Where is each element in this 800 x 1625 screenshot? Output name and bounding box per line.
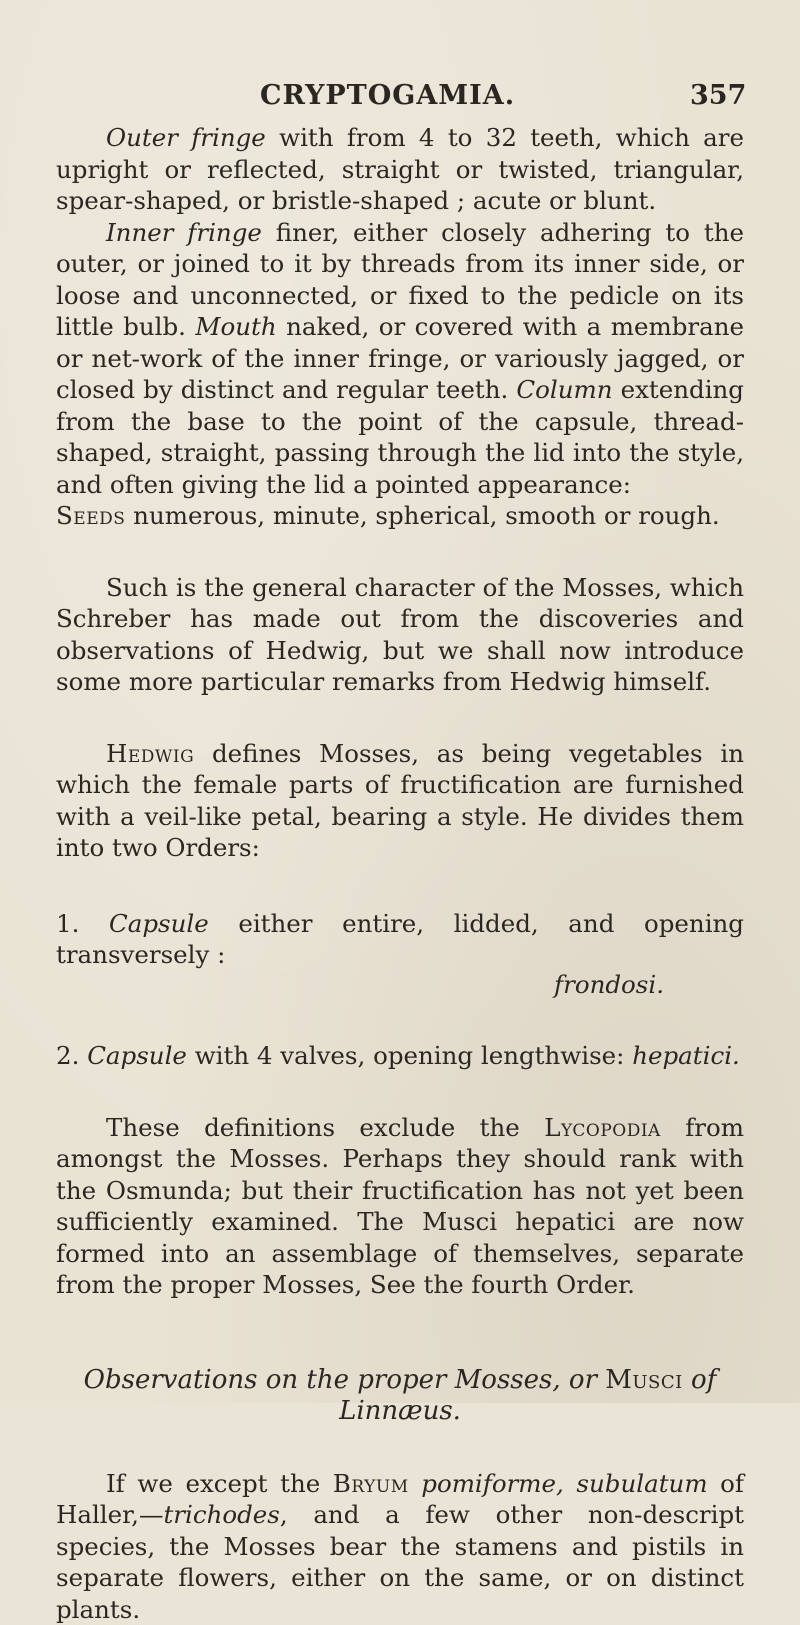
- paragraph-general-character: Such is the general character of the Mosses, which Schreber has made out from the discoveries and observations of Hedwig, but we shall now introduce some more particular remarks from Hedwig himself.: [56, 572, 744, 698]
- paragraph-hedwig: [56, 738, 744, 864]
- paragraph-except: [56, 1468, 744, 1625]
- spacer: [56, 1000, 744, 1040]
- term-seeds: Seeds: [56, 501, 125, 530]
- order-2-term-capsule: Capsule: [87, 1041, 187, 1070]
- term-trichodes: trichodes: [163, 1500, 279, 1529]
- spacer: [56, 532, 744, 572]
- order-2-number: 2.: [56, 1041, 79, 1070]
- term-pomiforme: pomiforme, subulatum: [409, 1469, 708, 1498]
- paragraph-outer-fringe: [56, 122, 744, 217]
- term-outer-fringe: Outer fringe: [106, 123, 266, 152]
- heading-musci: Musci: [605, 1365, 683, 1395]
- section-heading-observations: [56, 1365, 744, 1428]
- paragraph-seeds: [56, 500, 744, 532]
- spacer: [56, 864, 744, 908]
- order-1-text: either entire, lidded, and opening transversely :: [56, 909, 744, 970]
- order-2-name: hepatici.: [632, 1041, 740, 1070]
- text-hedwig: defines Mosses, as being vegetables in which the female parts of fructification are furnished with a veil-like petal, bearing a style. He divides them into two Orders:: [56, 739, 744, 863]
- text-outer-fringe: with from 4 to 32 teeth, which are upright or reflected, straight or twisted, triangular, spear-shaped, or bristle-shaped ; acute or blunt.: [56, 123, 744, 215]
- running-head: [0, 80, 800, 120]
- term-column: Column: [516, 375, 612, 404]
- text-except-post: , and a few other non-descript species, the Mosses bear the stamens and pistils in separate flowers, either on the same, or on distinct plants.: [56, 1500, 744, 1624]
- spacer: [56, 1428, 744, 1468]
- spacer: [56, 698, 744, 738]
- text-definitions-post: from amongst the Mosses. Perhaps they should rank with the Osmunda; but their fructification has not yet been sufficiently examined. The Musci hepatici are now formed into an assemblage of themselves, separate from the proper Mosses, See the fourth Order.: [56, 1113, 744, 1300]
- order-1: [56, 908, 744, 1001]
- order-2-text: with 4 valves, opening lengthwise:: [187, 1041, 632, 1070]
- paragraph-definitions: [56, 1112, 744, 1301]
- order-2: [56, 1040, 744, 1072]
- heading-pre: Observations on the proper Mosses, or: [84, 1365, 606, 1395]
- spacer: [56, 1072, 744, 1112]
- text-inner-fringe: finer, either closely adhering to the outer, or joined to it by threads from its inner side, or loose and unconnected, or fixed to the pedicle on its little bulb.: [56, 218, 744, 342]
- order-1-number: 1.: [56, 909, 79, 938]
- term-mouth: Mouth: [195, 312, 276, 341]
- order-1-name: frondosi.: [56, 969, 744, 1001]
- page-number: 357: [690, 80, 746, 111]
- text-except-pre: If we except the: [106, 1469, 333, 1498]
- text-column: extending from the base to the point of the capsule, thread-shaped, straight, passing through the lid into the style, and often giving the lid a pointed appearance:: [56, 375, 744, 499]
- text-mouth: naked, or covered with a membrane or net-work of the inner fringe, or variously jagged, or closed by distinct and regular teeth.: [56, 312, 744, 404]
- paragraph-inner-fringe: [56, 217, 744, 501]
- running-title: CRYPTOGAMIA.: [260, 80, 515, 111]
- text-definitions-pre: These definitions exclude the: [106, 1113, 544, 1142]
- body-text: [56, 122, 744, 1625]
- text-seeds: numerous, minute, spherical, smooth or rough.: [125, 501, 719, 530]
- name-lycopodia: Lycopodia: [544, 1113, 661, 1142]
- spacer: [56, 1301, 744, 1365]
- heading-post: of Linnæus.: [339, 1365, 716, 1427]
- name-hedwig: Hedwig: [106, 739, 194, 768]
- order-1-term-capsule: Capsule: [109, 909, 209, 938]
- term-inner-fringe: Inner fringe: [106, 218, 262, 247]
- name-bryum: Bryum: [333, 1469, 409, 1498]
- text-except-mid: of Haller,—: [56, 1469, 744, 1530]
